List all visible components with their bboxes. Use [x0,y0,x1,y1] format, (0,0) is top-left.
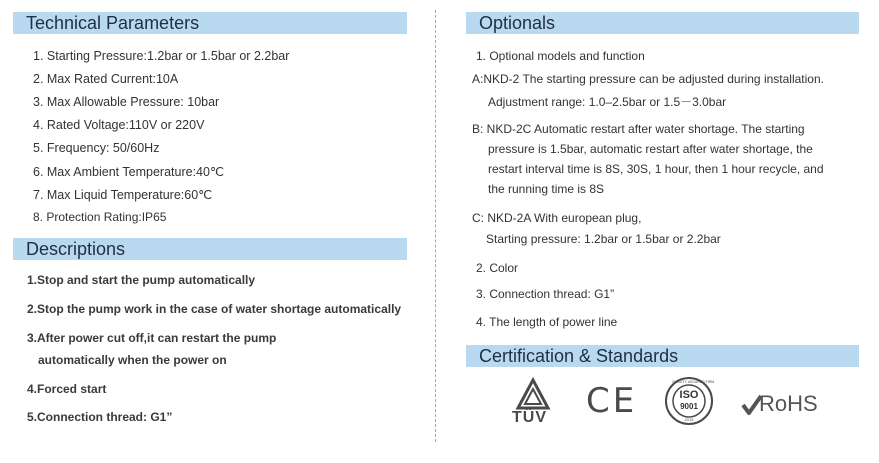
desc-item-4: 4.Forced start [27,382,107,396]
desc-item-3-cont: automatically when the power on [38,353,227,367]
column-divider [435,10,436,442]
iso-label: ISO [679,389,699,401]
technical-parameters-header: Technical Parameters [13,12,407,34]
descriptions-header: Descriptions [13,238,407,260]
iso-number: 9001 [680,402,698,411]
optional-line-b-cont2: restart interval time is 8S, 30S, 1 hour, then 1 hour recycle, and [488,162,824,176]
tuv-label: TÜV [512,409,547,426]
optional-line-4: 4. The length of power line [476,315,618,329]
desc-item-3: 3.After power cut off,it can restart the pump [27,331,277,345]
tech-param-4: 4. Rated Voltage:110V or 220V [33,118,205,132]
certification-header: Certification & Standards [466,345,859,367]
desc-item-5: 5.Connection thread: G1” [27,410,173,424]
optional-line-2: 2. Color [476,261,519,275]
optional-line-b-cont3: the running time is 8S [488,182,605,196]
ce-label: CE [586,381,638,421]
tech-param-7: 7. Max Liquid Temperature:60℃ [33,188,213,202]
iso-ring-text: QUALITY ASSURED FIRM [672,380,715,384]
desc-item-1: 1.Stop and start the pump automatically [27,273,256,287]
optional-line-b-cont1: pressure is 1.5bar, automatic restart after water shortage, the [488,142,813,156]
tech-param-6: 6. Max Ambient Temperature:40℃ [33,165,224,179]
optional-line-b: B: NKD-2C Automatic restart after water shortage. The starting [472,122,805,136]
optional-line-a: A:NKD-2 The starting pressure can be adjusted during installation. [472,72,824,86]
desc-item-2: 2.Stop the pump work in the case of water shortage automatically [27,302,402,316]
rohs-label: RoHS [759,391,818,416]
optional-line-c-cont: Starting pressure: 1.2bar or 1.5bar or 2.2bar [486,232,721,246]
optional-line-1: 1. Optional models and function [476,49,645,63]
ce-logo [586,381,638,421]
tech-param-8: 8. Protection Rating:IP65 [33,210,167,224]
optional-line-3: 3. Connection thread: G1” [476,287,615,301]
tech-param-1: 1. Starting Pressure:1.2bar or 1.5bar or 2.2bar [33,49,290,63]
tech-param-2: 2. Max Rated Current:10A [33,72,179,86]
optional-line-c: C: NKD-2A With european plug, [472,211,642,225]
tuv-logo [508,376,558,428]
iso-year: 2015 [684,417,694,422]
optional-line-a-cont: Adjustment range: 1.0–2.5bar or 1.5－3.0bar [488,95,727,109]
optionals-header: Optionals [466,12,859,34]
tech-param-3: 3. Max Allowable Pressure: 10bar [33,95,220,109]
iso-9001-logo [664,376,714,426]
tech-param-5: 5. Frequency: 50/60Hz [33,141,160,155]
